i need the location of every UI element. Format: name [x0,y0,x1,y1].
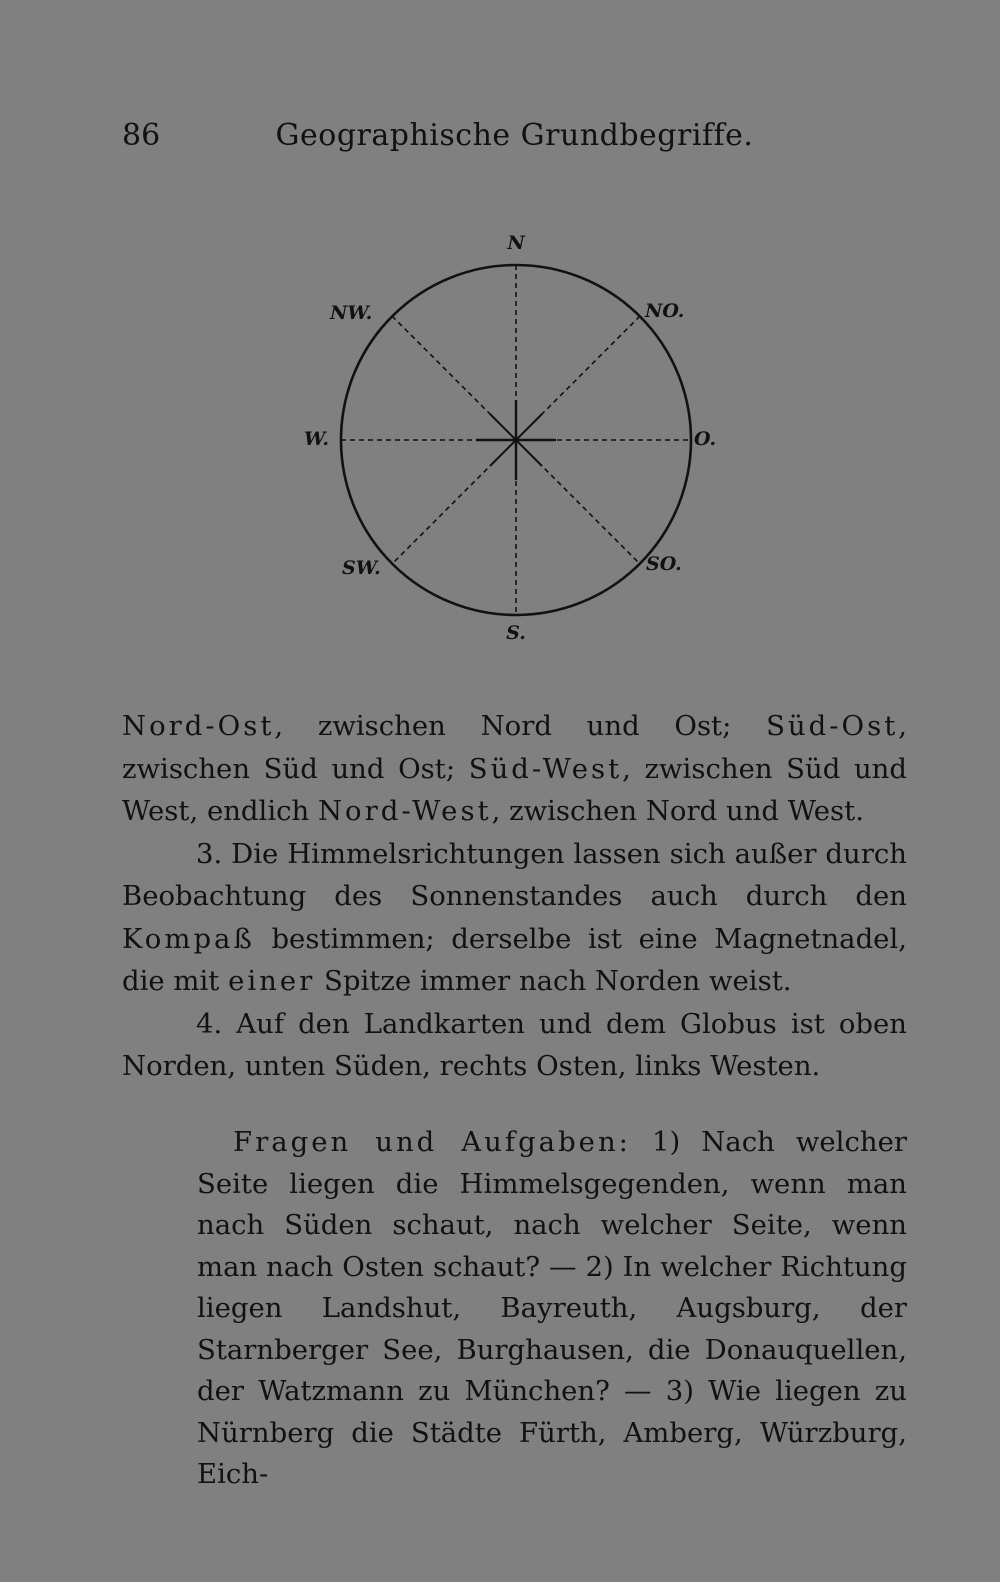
text-segment: , zwischen Nord und Ost; [274,710,767,742]
text-segment: , zwischen Süd und West, endlich [122,752,907,827]
text-segment: bestimmen; derselbe ist eine Magnetnadel, die mit [122,922,907,997]
text-segment: Spitze immer nach Norden weist. [315,965,792,997]
compass-rose-figure [290,225,730,655]
page-header [122,118,907,158]
body-text [122,705,907,1088]
text-segment: , zwischen Nord und West. [491,795,864,827]
paragraph-maps: 4. Auf den Landkarten und dem Globus ist oben Norden, unten Süden, rechts Osten, links Westen. [122,1007,907,1082]
label-northwest: NW. [330,302,373,324]
exercises-paragraph [197,1122,907,1496]
label-south: S. [506,622,526,644]
running-title: Geographische Grundbegriffe. [275,118,754,153]
term-kompass: Kompaß [122,922,255,955]
text-segment: , zwischen Süd und Ost; [122,710,907,785]
page-number: 86 [122,118,161,153]
label-west: W. [304,428,329,450]
exercises-text: 1) Nach welcher Seite liegen die Himmelsgegenden, wenn man nach Süden schaut, nach welcher Seite, wenn man nach Osten schaut? — 2) In welcher Richtung liegen Landshut, Bayreuth, Augsburg, der Starnberger See, Burghausen, die Donauquellen, der Watzmann zu München? — 3) Wie liegen zu Nürnberg die Städte Fürth, Amberg, Würzburg, Eich- [197,1126,907,1490]
compass-rose-svg [290,225,730,655]
label-southwest: SW. [342,557,381,579]
text-segment: 3. Die Himmelsrichtungen lassen sich außer durch Beobachtung des Sonnenstandes auch durch den [122,837,907,912]
term-sued-west: Süd-West [468,752,623,785]
term-einer: einer [228,965,316,997]
label-north: N [507,232,525,254]
label-east: O. [694,428,717,450]
paragraph-directions [122,705,907,833]
label-southeast: SO. [646,553,682,575]
paragraph-compass [122,833,907,1003]
term-sued-ost: Süd-Ost [766,710,899,742]
label-northeast: NO. [645,300,685,322]
exercises-heading: Fragen und Aufgaben: [233,1126,631,1158]
exercises-section [197,1122,907,1496]
term-nord-west: Nord-West [317,795,492,827]
term-nord-ost: Nord-Ost [122,710,275,742]
